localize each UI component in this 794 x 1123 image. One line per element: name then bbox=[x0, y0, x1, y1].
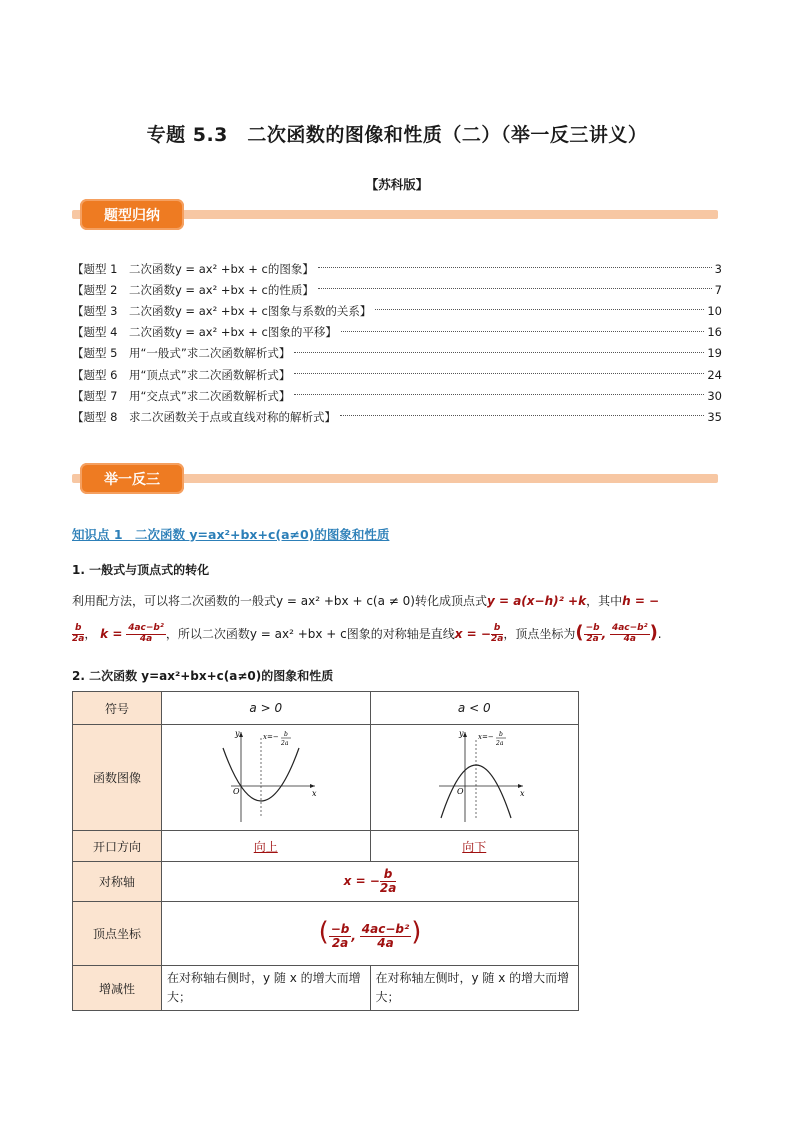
toc-row[interactable]: 【题型 2 二次函数y = ax² +bx + c的性质】 7 bbox=[72, 282, 722, 297]
graph-downward bbox=[370, 725, 579, 831]
mono-downward: 在对称轴左侧时，y 随 x 的增大而增大； bbox=[370, 966, 579, 1011]
toc-row[interactable]: 【题型 4 二次函数y = ax² +bx + c图象的平移】 16 bbox=[72, 325, 722, 340]
svg-text:2a: 2a bbox=[496, 740, 504, 747]
svg-text:b: b bbox=[499, 731, 504, 738]
graph-upward bbox=[162, 725, 371, 831]
header-a-positive: a > 0 bbox=[162, 692, 371, 725]
svg-text:y: y bbox=[234, 729, 240, 738]
header-a-negative: a < 0 bbox=[370, 692, 579, 725]
vertex-form: y = a(x−h)² +k bbox=[486, 594, 587, 608]
axis-formula: x = − bbox=[454, 627, 491, 641]
row-open-label: 开口方向 bbox=[73, 831, 162, 862]
open-down: 向下 bbox=[462, 839, 487, 854]
parabola-down-graph bbox=[419, 726, 529, 826]
open-up: 向上 bbox=[253, 839, 278, 854]
row-vertex-label: 顶点坐标 bbox=[73, 902, 162, 966]
conversion-paragraph: 利用配方法，可以将二次函数的一般式y = ax² +bx + c(a ≠ 0)转化成顶点式y = a(x−h)² +k，其中h = − $\frac{b}{2a}$ ， k = $\frac{\text{4ac−b²}}{4a}$ ，所以二次函数y = ax² +bx + c图象的对称轴是直线x = − $\frac{b}{2a}$ ，顶点坐标为( $\frac{-b}{2a}$ , $\frac{\text{4ac−b²}}{4a}$ ). bbox=[72, 594, 662, 644]
svg-text:O: O bbox=[457, 787, 464, 796]
fraction-vertex-y: $\frac{\text{4ac−b²}}{4a}$ bbox=[611, 623, 648, 644]
svg-text:y: y bbox=[459, 729, 464, 738]
fraction-axis: $\frac{b}{2a}$ bbox=[490, 623, 504, 644]
toc-row[interactable]: 【题型 3 二次函数y = ax² +bx + c图象与系数的关系】 10 bbox=[72, 303, 722, 318]
header-symbol: 符号 bbox=[73, 692, 162, 725]
svg-text:x: x bbox=[311, 789, 317, 798]
document-title: 专题 5.3 二次函数的图像和性质（二）（举一反三讲义） bbox=[146, 124, 648, 146]
h-formula: h = − bbox=[622, 594, 660, 608]
svg-text:x=−: x=− bbox=[262, 733, 279, 741]
subheading-properties: 2. 二次函数 y=ax²+bx+c(a≠0)的图象和性质 bbox=[72, 669, 334, 683]
k-formula: k = bbox=[100, 627, 123, 641]
fraction-b-2a: $\frac{b}{2a}$ bbox=[72, 623, 85, 644]
toc-row[interactable]: 【题型 5 用“一般式”求二次函数解析式】 19 bbox=[72, 346, 722, 361]
svg-text:x: x bbox=[520, 789, 525, 798]
fraction-vertex-x: $\frac{-b}{2a}$ bbox=[585, 623, 600, 644]
badge-toc: 题型归纳 bbox=[80, 199, 184, 230]
table-of-contents bbox=[72, 258, 722, 428]
vertex-cell: ( $\frac{-b}{2a}$ , $\frac{\text{4ac−b²}}{4a}$ ) bbox=[162, 902, 579, 966]
axis-cell: x = − $\frac{b}{2a}$ bbox=[162, 862, 579, 902]
toc-row[interactable]: 【题型 1 二次函数y = ax² +bx + c的图象】 3 bbox=[72, 261, 722, 276]
fraction-k: $\frac{\text{4ac−b²}}{4a}$ bbox=[128, 623, 164, 644]
toc-row[interactable]: 【题型 8 求二次函数关于点或直线对称的解析式】 35 bbox=[72, 409, 722, 424]
svg-text:x=−: x=− bbox=[478, 733, 494, 741]
mono-upward: 在对称轴右侧时，y 随 x 的增大而增大； bbox=[162, 966, 371, 1011]
toc-row[interactable]: 【题型 6 用“顶点式”求二次函数解析式】 24 bbox=[72, 367, 722, 382]
svg-text:O: O bbox=[232, 787, 240, 796]
toc-row[interactable]: 【题型 7 用“交点式”求二次函数解析式】 30 bbox=[72, 388, 722, 403]
subheading-conversion: 1. 一般式与顶点式的转化 bbox=[72, 563, 210, 577]
row-axis-label: 对称轴 bbox=[73, 862, 162, 902]
svg-text:b: b bbox=[283, 731, 288, 738]
svg-text:2a: 2a bbox=[280, 740, 289, 747]
row-mono-label: 增减性 bbox=[73, 966, 162, 1011]
row-graph-label: 函数图像 bbox=[73, 725, 162, 831]
badge-examples: 举一反三 bbox=[80, 463, 184, 494]
knowledge-point-heading: 知识点 1 二次函数 y=ax²+bx+c(a≠0)的图象和性质 bbox=[72, 527, 390, 542]
edition-label: 【苏科版】 bbox=[365, 177, 429, 192]
properties-table bbox=[72, 691, 579, 1011]
parabola-up-graph bbox=[211, 726, 321, 826]
